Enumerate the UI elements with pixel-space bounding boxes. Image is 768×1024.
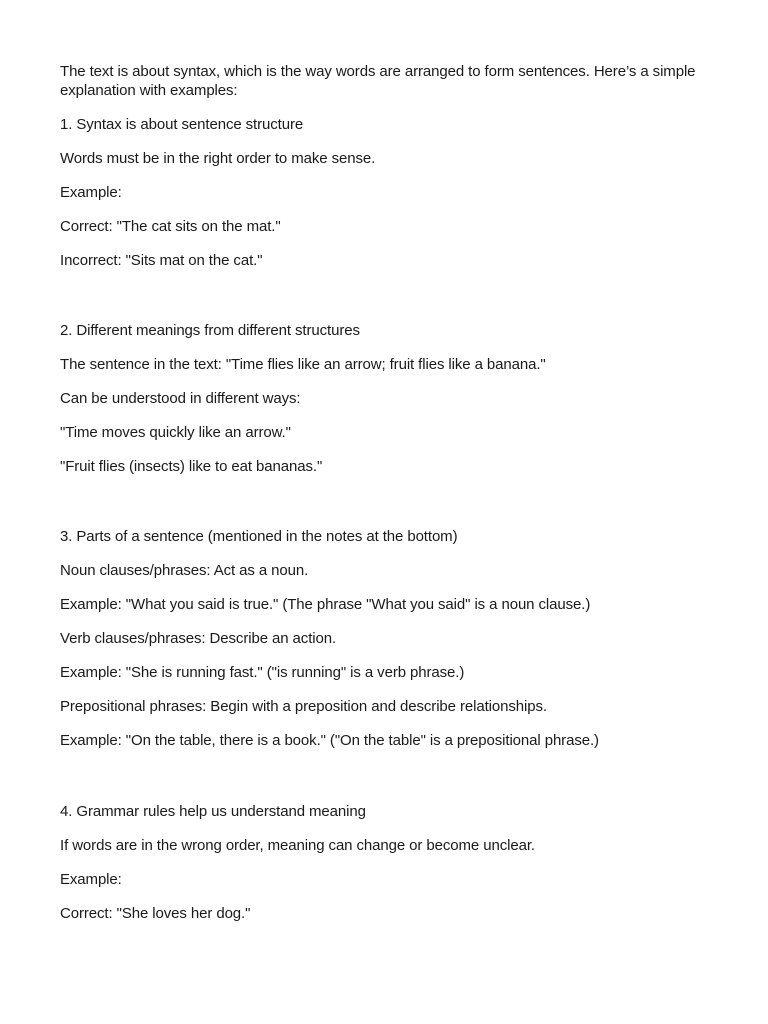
section-2-paragraph: The sentence in the text: "Time flies like an arrow; fruit flies like a banana." (60, 356, 546, 373)
intro-line-2: explanation with examples: (60, 82, 238, 99)
section-4-paragraph: Example: (60, 871, 122, 888)
section-1-paragraph: Correct: "The cat sits on the mat." (60, 218, 281, 235)
section-3-paragraph: Example: "What you said is true." (The phrase "What you said" is a noun clause.) (60, 596, 591, 613)
section-4-paragraph: If words are in the wrong order, meaning can change or become unclear. (60, 837, 535, 854)
section-3-paragraph: Example: "She is running fast." ("is running" is a verb phrase.) (60, 664, 465, 681)
section-3-paragraph: Verb clauses/phrases: Describe an action. (60, 630, 337, 647)
intro-line-1: The text is about syntax, which is the way words are arranged to form sentences. Here’s a simple (60, 63, 696, 80)
section-2-heading: 2. Different meanings from different structures (60, 322, 360, 339)
section-3-heading: 3. Parts of a sentence (mentioned in the notes at the bottom) (60, 528, 458, 545)
section-4-heading: 4. Grammar rules help us understand meaning (60, 803, 366, 820)
section-4-paragraph: Correct: "She loves her dog." (60, 905, 251, 922)
section-2-paragraph: "Time moves quickly like an arrow." (60, 424, 291, 441)
section-3-paragraph: Example: "On the table, there is a book." ("On the table" is a prepositional phrase.) (60, 732, 599, 749)
section-2-paragraph: "Fruit flies (insects) like to eat bananas." (60, 458, 323, 475)
section-1-paragraph: Incorrect: "Sits mat on the cat." (60, 252, 263, 269)
section-3-paragraph: Noun clauses/phrases: Act as a noun. (60, 562, 309, 579)
section-3-paragraph: Prepositional phrases: Begin with a preposition and describe relationships. (60, 698, 547, 715)
section-1-heading: 1. Syntax is about sentence structure (60, 116, 304, 133)
section-2-paragraph: Can be understood in different ways: (60, 390, 301, 407)
section-1-paragraph: Example: (60, 184, 122, 201)
section-1-paragraph: Words must be in the right order to make sense. (60, 150, 376, 167)
